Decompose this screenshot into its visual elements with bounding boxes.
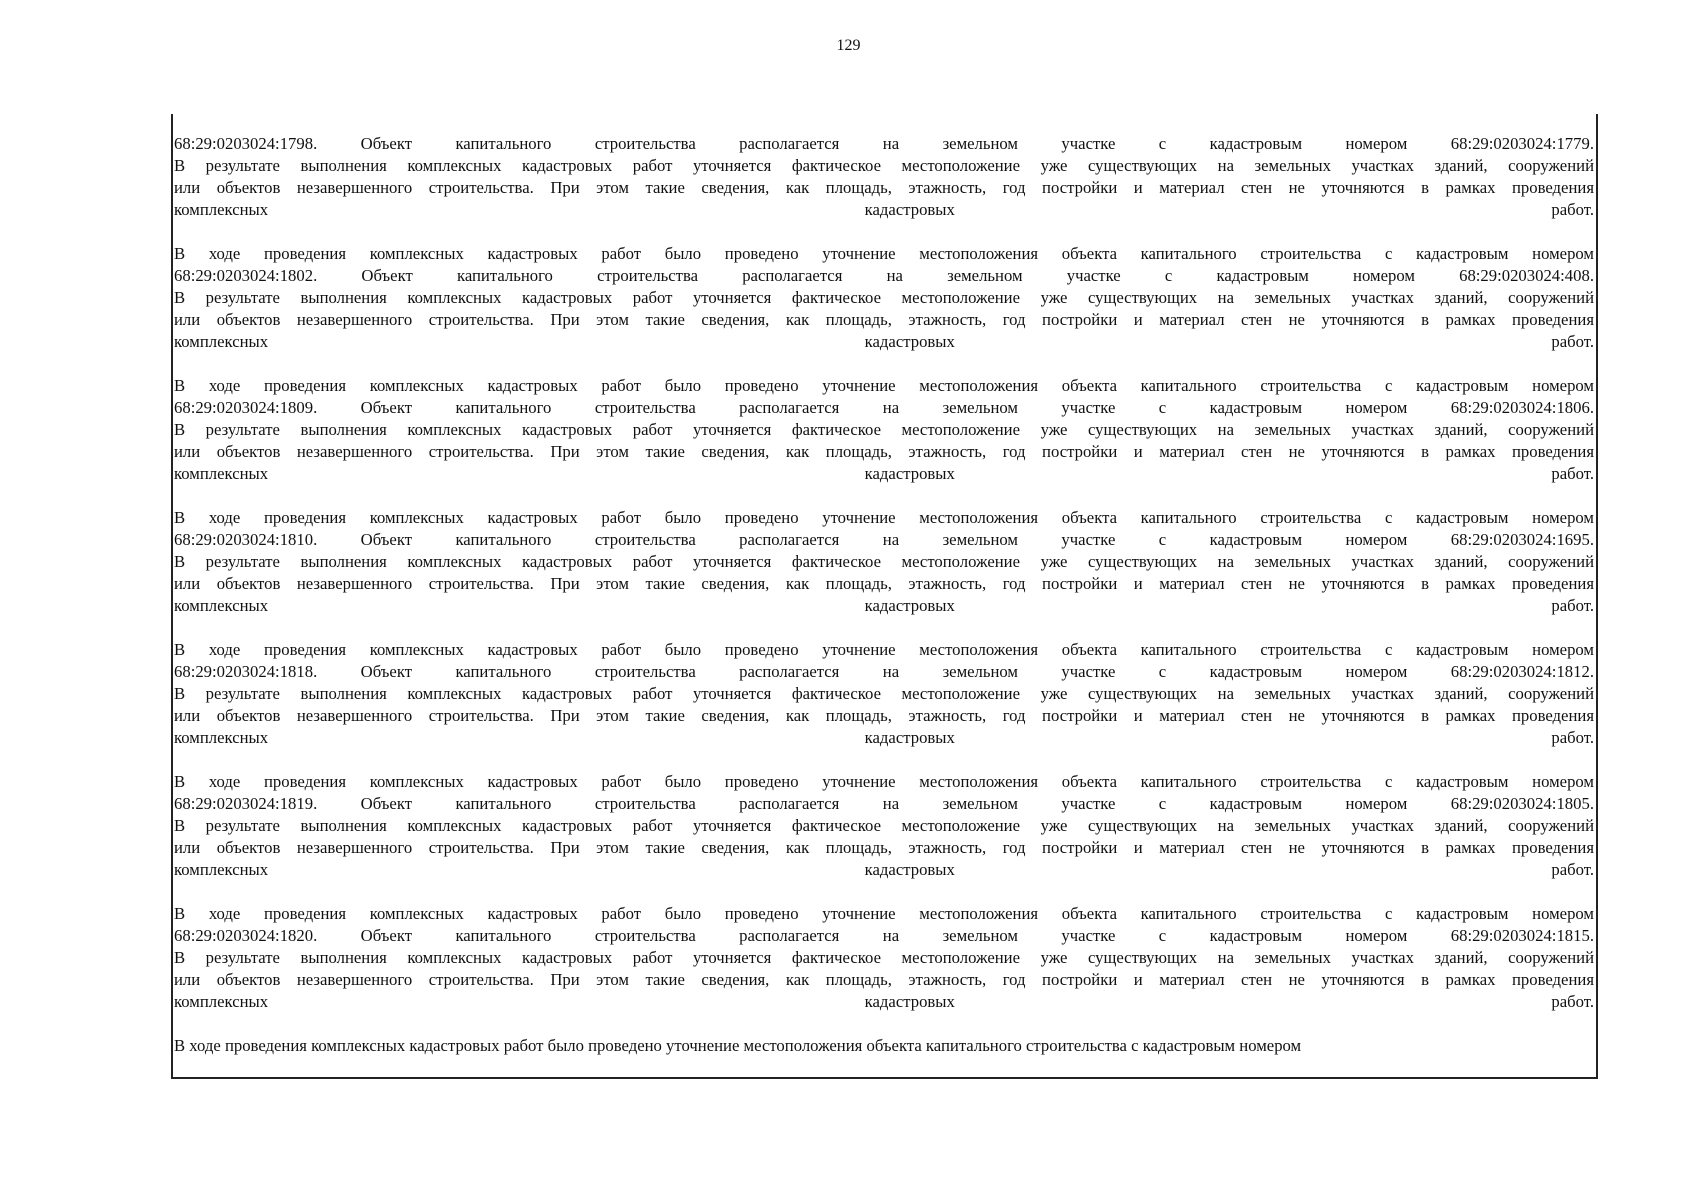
text-line: В ходе проведения комплексных кадастровых работ было проведено уточнение местоположения объекта капитального строительства с кадастровым номером bbox=[174, 640, 1594, 659]
paragraph bbox=[174, 133, 1594, 221]
text-line: комплексных кадастровых работ. bbox=[174, 464, 1594, 483]
text-line: или объектов незавершенного строительства. При этом такие сведения, как площадь, этажность, год постройки и материал стен не уточняются в рамках проведения bbox=[174, 706, 1594, 725]
paragraph bbox=[174, 903, 1594, 1013]
text-line: или объектов незавершенного строительства. При этом такие сведения, как площадь, этажность, год постройки и материал стен не уточняются в рамках проведения bbox=[174, 442, 1594, 461]
text-line: 68:29:0203024:1798. Объект капитального строительства располагается на земельном участке с кадастровым номером 68:29:0203024:1779. bbox=[174, 134, 1594, 153]
text-line: комплексных кадастровых работ. bbox=[174, 596, 1594, 615]
paragraph bbox=[174, 771, 1594, 881]
text-line: В результате выполнения комплексных кадастровых работ уточняется фактическое местоположение уже существующих на земельных участках зданий, сооружений bbox=[174, 684, 1594, 703]
text-line: комплексных кадастровых работ. bbox=[174, 992, 1594, 1011]
text-line: 68:29:0203024:1809. Объект капитального строительства располагается на земельном участке с кадастровым номером 68:29:0203024:1806. bbox=[174, 398, 1594, 417]
text-line: В результате выполнения комплексных кадастровых работ уточняется фактическое местоположение уже существующих на земельных участках зданий, сооружений bbox=[174, 552, 1594, 571]
text-line: 68:29:0203024:1818. Объект капитального строительства располагается на земельном участке с кадастровым номером 68:29:0203024:1812. bbox=[174, 662, 1594, 681]
text-line: В ходе проведения комплексных кадастровых работ было проведено уточнение местоположения объекта капитального строительства с кадастровым номером bbox=[174, 904, 1594, 923]
text-line: 68:29:0203024:1810. Объект капитального строительства располагается на земельном участке с кадастровым номером 68:29:0203024:1695. bbox=[174, 530, 1594, 549]
text-line: комплексных кадастровых работ. bbox=[174, 728, 1594, 747]
text-line: комплексных кадастровых работ. bbox=[174, 332, 1594, 351]
document-body bbox=[174, 133, 1594, 1079]
text-line: или объектов незавершенного строительства. При этом такие сведения, как площадь, этажность, год постройки и материал стен не уточняются в рамках проведения bbox=[174, 178, 1594, 197]
text-line: В ходе проведения комплексных кадастровых работ было проведено уточнение местоположения объекта капитального строительства с кадастровым номером bbox=[174, 376, 1594, 395]
text-line: или объектов незавершенного строительства. При этом такие сведения, как площадь, этажность, год постройки и материал стен не уточняются в рамках проведения bbox=[174, 574, 1594, 593]
paragraph bbox=[174, 507, 1594, 617]
text-line: 68:29:0203024:1819. Объект капитального строительства располагается на земельном участке с кадастровым номером 68:29:0203024:1805. bbox=[174, 794, 1594, 813]
page-number: 129 bbox=[836, 37, 861, 54]
paragraph bbox=[174, 639, 1594, 749]
text-line: или объектов незавершенного строительства. При этом такие сведения, как площадь, этажность, год постройки и материал стен не уточняются в рамках проведения bbox=[174, 310, 1594, 329]
paragraph bbox=[174, 243, 1594, 353]
text-line: В ходе проведения комплексных кадастровых работ было проведено уточнение местоположения объекта капитального строительства с кадастровым номером bbox=[174, 508, 1594, 527]
text-line: В результате выполнения комплексных кадастровых работ уточняется фактическое местоположение уже существующих на земельных участках зданий, сооружений bbox=[174, 948, 1594, 967]
text-line: В результате выполнения комплексных кадастровых работ уточняется фактическое местоположение уже существующих на земельных участках зданий, сооружений bbox=[174, 420, 1594, 439]
text-line: 68:29:0203024:1820. Объект капитального строительства располагается на земельном участке с кадастровым номером 68:29:0203024:1815. bbox=[174, 926, 1594, 945]
text-line: В ходе проведения комплексных кадастровых работ было проведено уточнение местоположения объекта капитального строительства с кадастровым номером bbox=[174, 1036, 1302, 1055]
text-line: комплексных кадастровых работ. bbox=[174, 860, 1594, 879]
text-line: В результате выполнения комплексных кадастровых работ уточняется фактическое местоположение уже существующих на земельных участках зданий, сооружений bbox=[174, 288, 1594, 307]
text-line: 68:29:0203024:1802. Объект капитального строительства располагается на земельном участке с кадастровым номером 68:29:0203024:408. bbox=[174, 266, 1594, 285]
text-line: комплексных кадастровых работ. bbox=[174, 200, 1594, 219]
text-line: В результате выполнения комплексных кадастровых работ уточняется фактическое местоположение уже существующих на земельных участках зданий, сооружений bbox=[174, 816, 1594, 835]
paragraph bbox=[174, 375, 1594, 485]
text-line: В ходе проведения комплексных кадастровых работ было проведено уточнение местоположения объекта капитального строительства с кадастровым номером bbox=[174, 244, 1594, 263]
paragraph bbox=[174, 1035, 1594, 1057]
text-line: или объектов незавершенного строительства. При этом такие сведения, как площадь, этажность, год постройки и материал стен не уточняются в рамках проведения bbox=[174, 970, 1594, 989]
text-line: или объектов незавершенного строительства. При этом такие сведения, как площадь, этажность, год постройки и материал стен не уточняются в рамках проведения bbox=[174, 838, 1594, 857]
text-line: В ходе проведения комплексных кадастровых работ было проведено уточнение местоположения объекта капитального строительства с кадастровым номером bbox=[174, 772, 1594, 791]
text-line: В результате выполнения комплексных кадастровых работ уточняется фактическое местоположение уже существующих на земельных участках зданий, сооружений bbox=[174, 156, 1594, 175]
